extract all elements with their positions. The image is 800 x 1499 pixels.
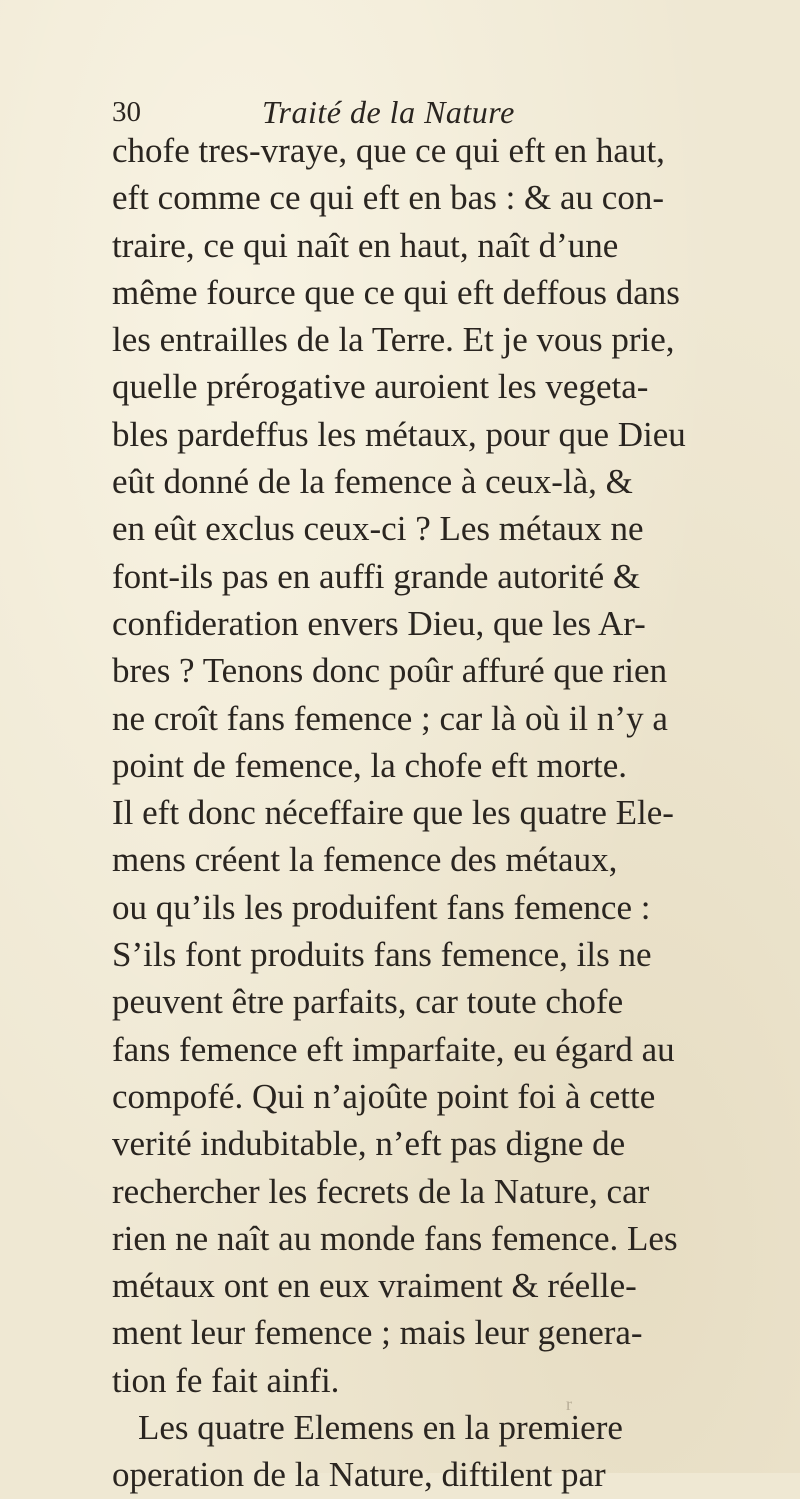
text-line-25: métaux ont en eux vraiment & réelle-	[112, 1266, 637, 1306]
running-title: Traité de la Nature	[262, 94, 515, 130]
text-line-7: bles pardeffus les métaux, pour que Dieu	[112, 414, 686, 454]
text-line-23: rechercher les fecrets de la Nature, car	[112, 1171, 650, 1211]
text-line-4: même fource que ce qui eft deffous dans	[112, 272, 680, 312]
text-line-1: chofe tres-vraye, que ce qui eft en haut,	[112, 131, 665, 170]
page-number: 30	[112, 96, 141, 128]
text-line-27: tion fe fait ainfi.	[112, 1360, 340, 1400]
text-line-19: peuvent être parfaits, car toute chofe	[112, 982, 624, 1022]
text-line-26: ment leur femence ; mais leur genera-	[112, 1313, 643, 1353]
text-line-16: mens créent la femence des métaux,	[112, 840, 618, 880]
text-line-28: Les quatre Elemens en la premiere	[138, 1408, 623, 1448]
text-line-8: eût donné de la femence à ceux-là, &	[112, 462, 633, 502]
text-line-17: ou qu’ils les produifent fans femence :	[112, 887, 651, 927]
text-line-24: rien ne naît au monde fans femence. Les	[112, 1218, 678, 1258]
text-line-15: Il eft donc néceffaire que les quatre Ele-	[112, 793, 674, 833]
text-line-13: ne croît fans femence ; car là où il n’y a	[112, 698, 668, 738]
text-line-6: quelle prérogative auroient les vegeta-	[112, 367, 649, 407]
footer-mark: r	[566, 1394, 572, 1414]
text-line-11: confideration envers Dieu, que les Ar-	[112, 603, 646, 643]
text-line-10: font-ils pas en auffi grande autorité &	[112, 556, 641, 596]
text-line-3: traire, ce qui naît en haut, naît d’une	[112, 225, 619, 265]
text-line-12: bres ? Tenons donc poûr affuré que rien	[112, 651, 668, 691]
text-line-5: les entrailles de la Terre. Et je vous prie,	[112, 320, 675, 360]
running-head	[112, 92, 712, 132]
text-line-22: verité indubitable, n’eft pas digne de	[112, 1124, 626, 1164]
text-line-14: point de femence, la chofe eft morte.	[112, 745, 628, 785]
body-text	[112, 127, 762, 1499]
text-line-2: eft comme ce qui eft en bas : & au con-	[112, 178, 665, 218]
text-line-9: en eût exclus ceux-ci ? Les métaux ne	[112, 509, 644, 549]
text-line-21: compofé. Qui n’ajoûte point foi à cette	[112, 1076, 656, 1116]
text-line-29: operation de la Nature, diftilent par	[112, 1455, 606, 1495]
text-line-20: fans femence eft imparfaite, eu égard au	[112, 1029, 675, 1069]
text-line-18: S’ils font produits fans femence, ils ne	[112, 935, 652, 975]
